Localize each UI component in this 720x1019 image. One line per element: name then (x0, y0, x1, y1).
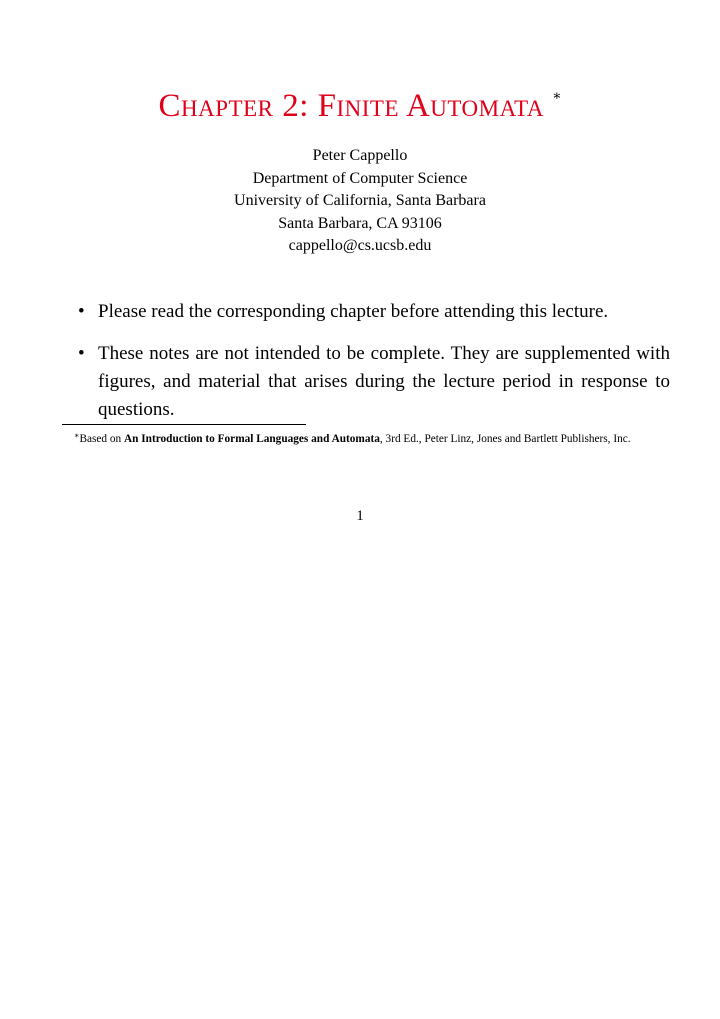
title-footnote-mark: ∗ (551, 89, 562, 104)
chapter-title (0, 88, 720, 125)
footnote-book-title: An Introduction to Formal Languages and Automata (124, 433, 380, 445)
author-city: Santa Barbara, CA 93106 (278, 214, 442, 232)
footnote (62, 428, 674, 447)
author-block (0, 145, 720, 258)
bullet-text: Please read the corresponding chapter before attending this lecture. (98, 301, 609, 322)
footnote-rule (62, 424, 306, 425)
bullet-item (78, 298, 670, 326)
footnote-mark: ∗ (74, 431, 80, 440)
bullet-text: These notes are not intended to be complete. They are supplemented with figures, and material that arises during the lecture period in response to questions. (98, 343, 670, 420)
bullet-item (78, 340, 670, 424)
bullet-dot-icon: • (78, 343, 85, 364)
footnote-prefix: Based on (79, 433, 124, 445)
author-university: University of California, Santa Barbara (234, 192, 486, 209)
author-name: Peter Cappello (312, 147, 408, 164)
author-department: Department of Computer Science (252, 169, 468, 187)
footnote-suffix: , 3rd Ed., Peter Linz, Jones and Bartlett Publishers, Inc. (379, 433, 631, 445)
bullet-list (78, 298, 670, 438)
page-number: 1 (356, 508, 364, 524)
bullet-dot-icon: • (78, 301, 85, 322)
author-email: cappello@cs.ucsb.edu (288, 237, 432, 254)
chapter-title-text: Chapter 2: Finite Automata (158, 88, 544, 124)
